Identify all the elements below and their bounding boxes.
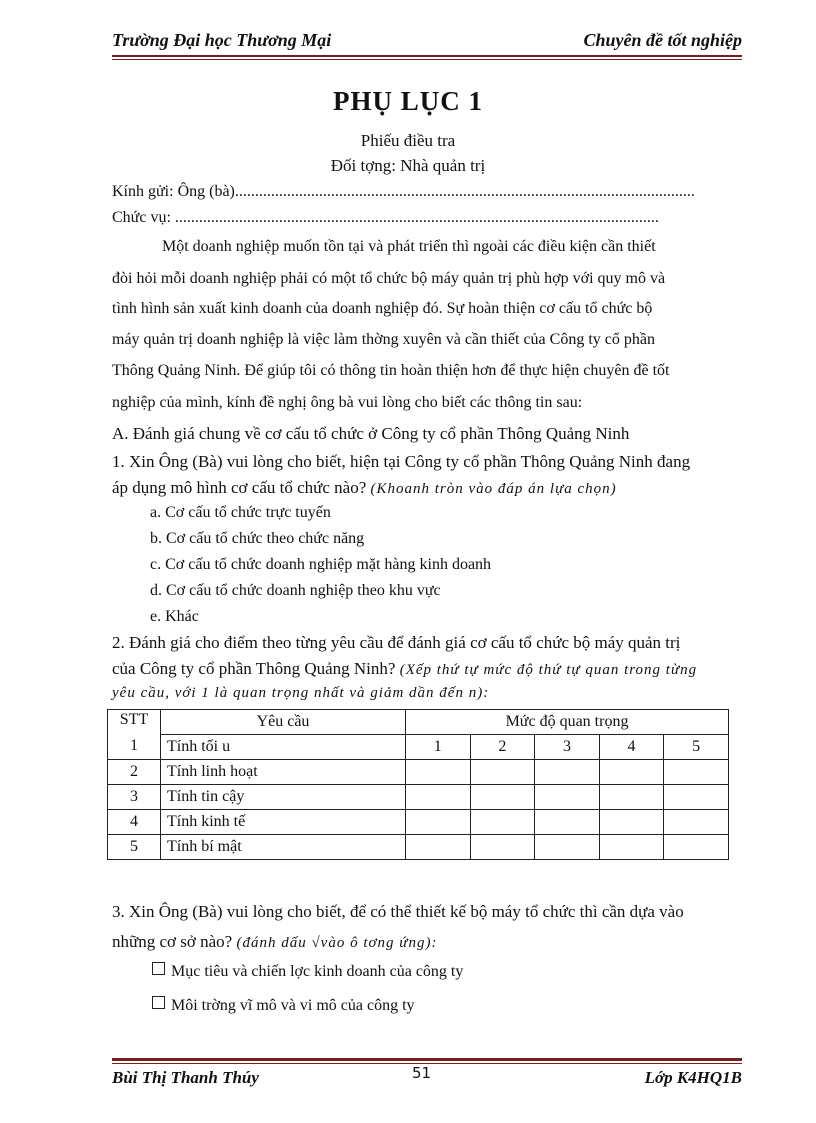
page-header	[112, 30, 742, 56]
section-a-heading: A. Đánh giá chung về cơ cấu tổ chức ở Công ty cổ phần Thông Quảng Ninh	[112, 424, 630, 443]
q1-option-d: d. Cơ cấu tổ chức doanh nghiệp theo khu vực	[150, 582, 441, 599]
table-row	[108, 785, 729, 810]
level-label-2: 2	[470, 735, 535, 760]
rating-cell[interactable]	[406, 835, 471, 860]
stt-header: STT	[119, 711, 149, 728]
q3-text: những cơ sở nào?	[112, 932, 233, 951]
rating-cell[interactable]	[664, 835, 729, 860]
q3-option-1[interactable]	[152, 962, 463, 981]
page-number: 51	[412, 1064, 432, 1082]
q3-line-2	[112, 932, 742, 952]
rating-cell[interactable]	[535, 760, 600, 785]
target-audience: Đối tợng: Nhà quản trị	[330, 156, 486, 175]
q3-line-1: 3. Xin Ông (Bà) vui lòng cho biết, để có thể thiết kế bộ máy tổ chức thì cần dựa vào	[112, 902, 684, 921]
row-req-1: Tính tối u	[161, 735, 406, 760]
header-rule-thin	[112, 59, 742, 60]
table-row	[108, 810, 729, 835]
row-req-5: Tính bí mật	[161, 835, 406, 860]
rating-cell[interactable]	[470, 835, 535, 860]
table-row	[108, 735, 729, 760]
q3-option-2[interactable]	[152, 996, 415, 1015]
rating-cell[interactable]	[470, 760, 535, 785]
row-stt-3: 3	[108, 785, 161, 810]
position-line: Chức vụ: .........................................................................................................................	[112, 209, 659, 226]
table-header-row	[108, 710, 729, 735]
checkbox-icon[interactable]	[152, 996, 165, 1009]
footer-author: Bùi Thị Thanh Thúy	[112, 1068, 259, 1087]
q3-hint: (đánh dấu √vào ô tơng ứng):	[236, 935, 438, 951]
rating-cell[interactable]	[406, 760, 471, 785]
header-school: Trường Đại học Thương Mại	[112, 30, 332, 50]
level-label-3: 3	[535, 735, 600, 760]
rating-cell[interactable]	[406, 810, 471, 835]
rating-cell[interactable]	[664, 785, 729, 810]
q2-line-1: 2. Đánh giá cho điểm theo từng yêu cầu để đánh giá cơ cấu tổ chức bộ máy quản trị	[112, 633, 681, 652]
rating-cell[interactable]	[470, 810, 535, 835]
row-req-3: Tính tin cậy	[161, 785, 406, 810]
recipient-line: Kính gửi: Ông (bà)...................................................................................................................	[112, 183, 695, 200]
row-stt-4: 4	[108, 810, 161, 835]
table-row	[108, 760, 729, 785]
rating-cell[interactable]	[599, 760, 664, 785]
intro-line-5: Thông Quảng Ninh. Để giúp tôi có thông tin hoàn thiện hơn để thực hiện chuyên đề tốt	[112, 362, 670, 379]
q1-text: áp dụng mô hình cơ cấu tổ chức nào?	[112, 478, 367, 497]
rating-cell[interactable]	[535, 835, 600, 860]
col-req-header: Yêu cầu	[161, 710, 406, 735]
rating-cell[interactable]	[535, 785, 600, 810]
q1-option-a: a. Cơ cấu tổ chức trực tuyến	[150, 504, 331, 521]
q1-option-b: b. Cơ cấu tổ chức theo chức năng	[150, 530, 365, 547]
q1-line-2	[112, 478, 742, 498]
rating-cell[interactable]	[599, 810, 664, 835]
q1-line-1: 1. Xin Ông (Bà) vui lòng cho biết, hiện tại Công ty cổ phần Thông Quảng Ninh đang	[112, 452, 691, 471]
q1-option-e: e. Khác	[150, 608, 199, 625]
footer-class: Lớp K4HQ1B	[644, 1068, 742, 1087]
q3-option-2-label: Môi trờng vĩ mô và vi mô của công ty	[171, 997, 415, 1014]
rating-cell[interactable]	[599, 835, 664, 860]
rating-cell[interactable]	[599, 785, 664, 810]
rating-cell[interactable]	[535, 810, 600, 835]
intro-line-1: Một doanh nghiệp muốn tồn tại và phát triển thì ngoài các điều kiện cần thiết	[162, 238, 656, 255]
intro-line-2: đòi hỏi mỗi doanh nghiệp phải có một tổ chức bộ máy quản trị phù hợp với quy mô và	[112, 270, 666, 287]
intro-line-6: nghiệp của mình, kính đề nghị ông bà vui lòng cho biết các thông tin sau:	[112, 394, 583, 411]
q2-line-2	[112, 659, 742, 679]
q2-hint-1: (Xếp thứ tự mức độ thứ tự quan trong từng	[399, 662, 698, 678]
row-stt-2: 2	[108, 760, 161, 785]
col-level-header: Mức độ quan trọng	[406, 710, 729, 735]
header-rule	[112, 55, 742, 57]
q2-hint-2: yêu cầu, với 1 là quan trọng nhất và giảm dần đến n):	[112, 685, 490, 701]
rating-cell[interactable]	[664, 760, 729, 785]
rating-cell[interactable]	[470, 785, 535, 810]
footer-rule	[112, 1058, 742, 1061]
header-doc-type: Chuyên đề tốt nghiệp	[583, 30, 742, 50]
row-req-2: Tính linh hoạt	[161, 760, 406, 785]
q1-hint: (Khoanh tròn vào đáp án lựa chọn)	[370, 481, 617, 497]
rating-cell[interactable]	[664, 810, 729, 835]
importance-table	[107, 709, 729, 860]
intro-line-4: máy quản trị doanh nghiệp là việc làm thờng xuyên và cần thiết của Công ty cổ phần	[112, 331, 655, 348]
level-label-1: 1	[406, 735, 471, 760]
table-row	[108, 835, 729, 860]
row-stt-1: 1	[130, 737, 138, 754]
appendix-title: PHỤ LỤC 1	[333, 86, 483, 116]
survey-label: Phiếu điều tra	[360, 131, 456, 150]
page-footer	[112, 1064, 742, 1094]
q2-text: của Công ty cổ phần Thông Quảng Ninh?	[112, 659, 396, 678]
intro-line-3: tình hình sản xuất kinh doanh của doanh nghiệp đó. Sự hoàn thiện cơ cấu tổ chức bộ	[112, 300, 653, 317]
level-label-4: 4	[599, 735, 664, 760]
checkbox-icon[interactable]	[152, 962, 165, 975]
q3-option-1-label: Mục tiêu và chiến lợc kinh doanh của công ty	[171, 963, 464, 980]
row-req-4: Tính kinh tế	[161, 810, 406, 835]
rating-cell[interactable]	[406, 785, 471, 810]
row-stt-5: 5	[108, 835, 161, 860]
q1-option-c: c. Cơ cấu tổ chức doanh nghiệp mặt hàng kinh doanh	[150, 556, 492, 573]
level-label-5: 5	[664, 735, 729, 760]
